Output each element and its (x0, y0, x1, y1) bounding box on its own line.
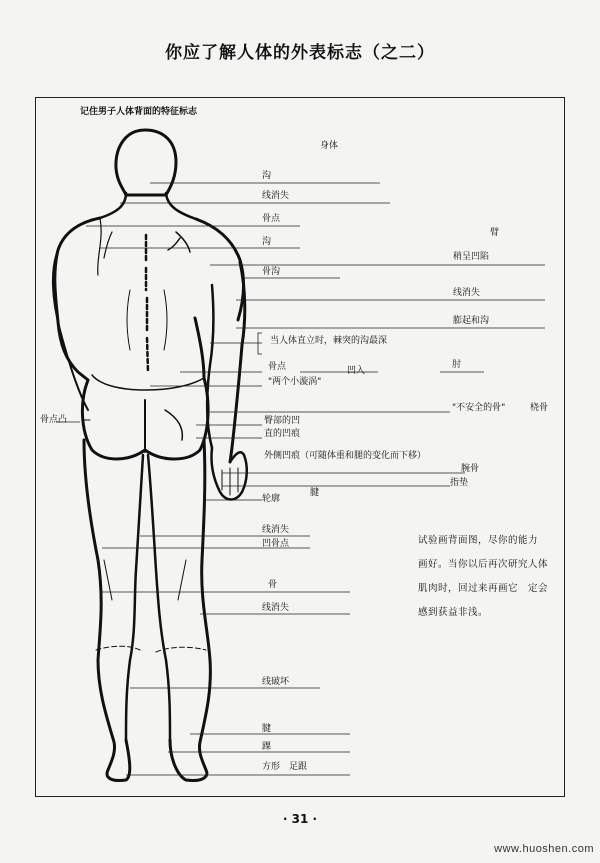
label-two-dimples: "两个小漩涡" (268, 377, 322, 387)
label-contour: 轮廓 (262, 494, 281, 504)
label-groove-2: 沟 (262, 237, 272, 247)
label-bone-protrusion: 骨点凸 (40, 415, 68, 425)
page-number: · 31 · (282, 812, 318, 826)
label-line-vanish-4: 线消失 (262, 603, 290, 613)
label-concave-bone-point: 凹骨点 (262, 539, 290, 549)
label-finger-pad: 指垫 (450, 478, 469, 488)
label-square-heel: 方形 足跟 (262, 762, 308, 772)
label-slight-hollow: 稍呈凹陷 (453, 252, 490, 262)
label-bone: 骨 (268, 580, 278, 590)
label-radius: 桡骨 (530, 403, 549, 413)
label-line-vanish-1: 线消失 (262, 191, 290, 201)
label-upright-note: 当人体直立时，棘突的沟最深 (270, 336, 388, 346)
note-line-4: 感到获益非浅。 (418, 607, 489, 618)
note-line-1: 试验画背面图，尽你的能力 (418, 535, 539, 546)
label-bone-point-1: 骨点 (262, 214, 281, 224)
label-bulge-and-groove: 膨起和沟 (453, 316, 490, 326)
label-groove-1: 沟 (262, 171, 272, 181)
label-carpal: 腕骨 (461, 464, 480, 474)
label-recessed: 凹入 (347, 366, 366, 376)
label-tendon-1: 腱 (310, 488, 320, 498)
label-line-broken: 线破坏 (262, 677, 290, 687)
label-bone-groove: 骨沟 (262, 267, 281, 277)
label-buttock-hollow: 臀部的凹 (264, 416, 301, 426)
page-title: 你应了解人体的外表标志（之二） (165, 43, 435, 63)
figure-subtitle: 记住男子人体背面的特征标志 (80, 107, 198, 117)
label-ankle: 踝 (262, 742, 272, 752)
label-straight-dent: 直的凹痕 (264, 429, 301, 439)
label-elbow: 肘 (452, 360, 462, 370)
label-body: 身体 (320, 141, 339, 151)
note-line-2: 画好。当你以后再次研究人体 (418, 559, 549, 570)
label-tendon-2: 腱 (262, 724, 272, 734)
label-arm: 臂 (490, 228, 500, 238)
watermark: www.huoshen.com (494, 843, 594, 855)
label-lateral-dent: 外侧凹痕（可随体重和腿的变化而下移） (264, 451, 427, 461)
label-line-vanish-2: 线消失 (453, 288, 481, 298)
note-line-3: 肌肉时，回过来再画它 定会 (418, 583, 549, 594)
label-unsafe-bone: "不安全的骨" (452, 403, 506, 413)
label-line-vanish-3: 线消失 (262, 525, 290, 535)
label-bone-point-2: 骨点 (268, 362, 287, 372)
